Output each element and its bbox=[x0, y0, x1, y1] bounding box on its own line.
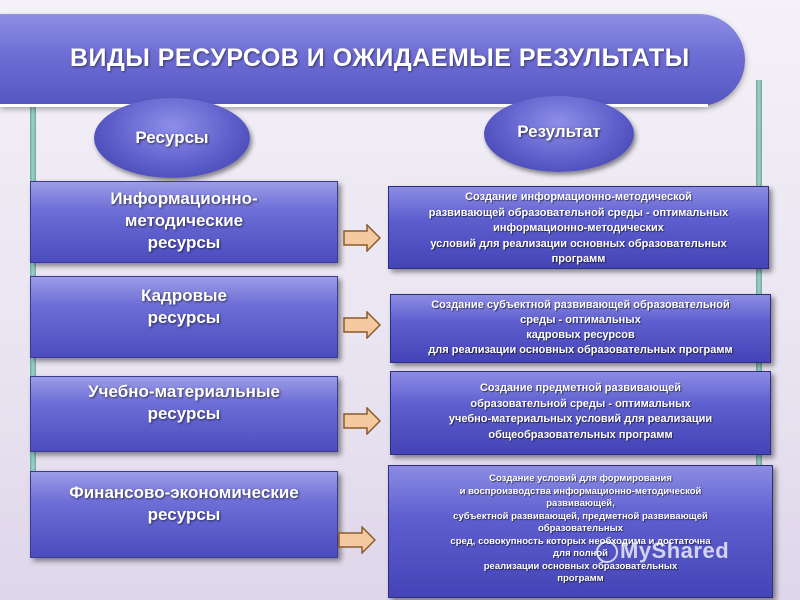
result-text: Создание предметной развивающей образовательной среды - оптимальных учебно-материальных условий для реализации общеобразовательных программ bbox=[448, 382, 713, 441]
result-text: Создание условий для формирования и воспроизводства информационно-методической развивающей, субъектной развивающей, предметной развивающей образовательных сред, совокупность которых необходима и достаточна для полной реализации основных образовательных программ bbox=[450, 473, 711, 584]
results-header-oval bbox=[484, 96, 634, 172]
result-text: Создание информационно-методической развивающей образовательной среды - оптимальных информационно-методических условий для реализации основных образовательных программ bbox=[428, 191, 729, 265]
result-text: Создание субъектной развивающей образовательной среды - оптимальных кадровых ресурсов для реализации основных образовательных программ bbox=[428, 299, 733, 356]
title-banner bbox=[0, 14, 745, 106]
resource-box-financial bbox=[30, 471, 338, 558]
arrow-right-icon bbox=[343, 224, 381, 252]
resource-box-personnel bbox=[30, 276, 338, 358]
resource-label: Кадровые ресурсы bbox=[140, 286, 228, 327]
watermark-icon bbox=[596, 541, 618, 563]
resources-header-label: Ресурсы bbox=[135, 128, 209, 147]
slide-title: ВИДЫ РЕСУРСОВ И ОЖИДАЕМЫЕ РЕЗУЛЬТАТЫ bbox=[70, 44, 690, 72]
resource-box-info-methodical bbox=[30, 181, 338, 263]
arrow-right-icon bbox=[338, 526, 376, 554]
resource-label: Информационно- методические ресурсы bbox=[110, 189, 258, 252]
results-header-label: Результат bbox=[517, 122, 601, 141]
result-box-financial bbox=[388, 465, 773, 598]
result-box-personnel bbox=[390, 294, 771, 363]
resource-label: Финансово-экономические ресурсы bbox=[69, 483, 299, 524]
resource-label: Учебно-материальные ресурсы bbox=[88, 382, 280, 423]
resource-box-material bbox=[30, 376, 338, 452]
resources-header-oval bbox=[94, 98, 250, 178]
arrow-right-icon bbox=[343, 407, 381, 435]
result-box-material bbox=[390, 371, 771, 455]
watermark: MyShared bbox=[620, 538, 730, 563]
result-box-info-methodical bbox=[388, 186, 769, 269]
arrow-right-icon bbox=[343, 311, 381, 339]
